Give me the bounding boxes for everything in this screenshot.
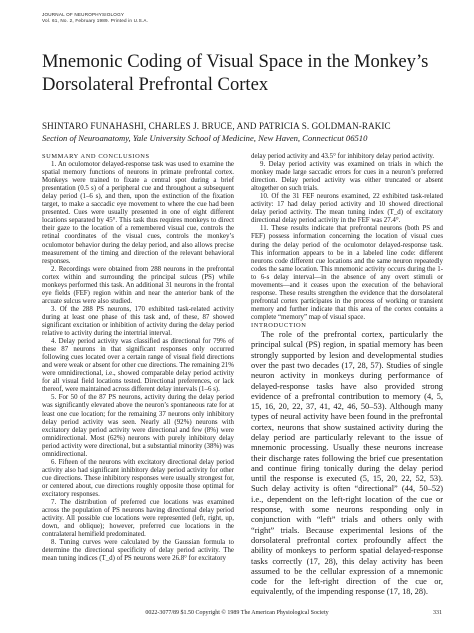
journal-header: [42, 12, 148, 23]
summary-paragraph: 9. Delay period activity was examined on trials in which the monkey made large saccadic errors for cues in a neuron’s preferred direction. Delay period activity was either truncated or absent altogether on such trials.: [251, 161, 443, 193]
article-affiliation: Section of Neuroanatomy, Yale University School of Medicine, New Haven, Connecticut 06510: [42, 133, 368, 143]
left-column: [42, 153, 234, 563]
summary-paragraph: 8. Tuning curves were calculated by the Gaussian formula to determine the directional specificity of delay period activity. The mean tuning indices (T_d) of PS neurons were 26.8° for excitatory: [42, 539, 234, 563]
summary-paragraph: 11. These results indicate that prefrontal neurons (both PS and FEF) possess information concerning the location of visual cues during the delay period of the oculomotor delayed-response task. This information appears to be in a labeled line code: different neurons code different cue locations and the same neuron repeatedly codes the same location. This mnemonic activity occurs during the 1- to 6-s delay interval—in the absence of any overt stimuli or movements—and it ceases upon the execution of the behavioral response. These results strengthen the evidence that the dorsolateral prefrontal cortex participates in the process of working or transient memory and further indicate that this area of the cortex contains a complete “memory” map of visual space.: [251, 225, 443, 321]
summary-heading: SUMMARY AND CONCLUSIONS: [42, 153, 150, 160]
summary-paragraph: 4. Delay period activity was classified as directional for 79% of these 87 neurons in that significant responses only occurred following cues located over a certain range of visual field directions and were weak or absent for other cue directions. The remaining 21% were omnidirectional, i.e., showed comparable delay period activity for all visual field locations tested. Directional preferences, or lack thereof, were maintained across different delay intervals (1–6 s).: [42, 338, 234, 394]
summary-paragraph: 10. Of the 31 FEF neurons examined, 22 exhibited task-related activity: 17 had delay period activity and 10 showed directional delay period activity. The mean tuning index (T_d) of excitatory directional delay period activity in the FEF was 27.4°.: [251, 193, 443, 225]
journal-name: JOURNAL OF NEUROPHYSIOLOGY: [42, 12, 125, 17]
summary-paragraph-continued: delay period activity and 43.5° for inhibitory delay period activity.: [251, 153, 435, 160]
summary-paragraph: 2. Recordings were obtained from 288 neurons in the prefrontal cortex within and surrounding the principal sulcus (PS) while monkeys performed this task. An additional 31 neurons in the frontal eye fields (FEF) region within and near the anterior bank of the arcuate sulcus were also studied.: [42, 265, 234, 305]
right-column: [251, 153, 443, 598]
summary-paragraph: 7. The distribution of preferred cue locations was examined across the population of PS neurons having directional delay period activity. All possible cue locations were represented (left, right, up, down, and oblique); however, preferred cue locations in the contralateral hemifield predominated.: [42, 499, 234, 539]
summary-paragraph: 5. For 50 of the 87 PS neurons, activity during the delay period was significantly elevated above the neuron’s spontaneous rate for at least one cue location; for the remaining 37 neurons only inhibitory delay period activity was seen. Nearly all (92%) neurons with excitatory delay period activity were directional and few (8%) were omnidirectional. Most (62%) neurons with purely inhibitory delay period activity were directional, but a substantial minority (38%) was omnidirectional.: [42, 394, 234, 458]
journal-volume: Vol. 61, No. 2, February 1989. Printed in U.S.A.: [42, 17, 149, 23]
page-number: 331: [433, 610, 442, 616]
introduction-paragraph: The role of the prefrontal cortex, particularly the principal sulcal (PS) region, in spatial memory has been strongly supported by lesion and developmental studies over the past two decades (17, 28, 57). Studies of single neuron activity in monkeys during performance of delayed-response tasks have also provided strong evidence of a prefrontal contribution to memory (4, 5, 15, 16, 20, 22, 37, 41, 42, 46, 50–53). Although many types of neural activity have been found in the prefrontal cortex, neurons that show sustained activity during the delay period are particularly relevant to the issue of mnemonic processing. Usually these neurons increase their discharge rates following the brief cue presentation and continue firing tonically during the delay period until the response is executed (5, 15, 20, 22, 52, 53). Such delay activity is often “directional” (44, 50–52) i.e., dependent on the left-right location of the cue or response, with some neurons responding only in conjunction with “left” trials and others only with “right” trials. Because experimental lesions of the dorsolateral prefrontal cortex profoundly affect the ability of monkeys to perform spatial delayed-response tasks correctly (17, 28), this delay activity has been assumed to be the cellular expression of a mnemonic code for the left-right direction of the cue or, equivalently, of the impending response (17, 18, 28).: [251, 330, 443, 597]
article-title: Mnemonic Coding of Visual Space in the Monkey’s Dorsolateral Prefrontal Cortex: [42, 51, 429, 95]
summary-paragraph: 1. An oculomotor delayed-response task was used to examine the spatial memory functions of neurons in primate prefrontal cortex. Monkeys were trained to fixate a central spot during a brief presentation (0.5 s) of a peripheral cue and throughout a subsequent delay period (1–6 s), and then, upon the extinction of the fixation target, to make a saccadic eye movement to where the cue had been presented. Cues were usually presented in one of eight different locations separated by 45°. This task thus requires monkeys to direct their gaze to the location of a remembered visual cue, controls the retinal coordinates of the visual cues, controls the monkey’s oculomotor behavior during the delay period, and also allows precise measurement of the timing and direction of the relevant behavioral responses.: [42, 161, 234, 265]
article-authors: SHINTARO FUNAHASHI, CHARLES J. BRUCE, AND PATRICIA S. GOLDMAN-RAKIC: [42, 121, 391, 131]
introduction-heading: INTRODUCTION: [251, 321, 307, 329]
summary-paragraph: 3. Of the 288 PS neurons, 170 exhibited task-related activity during at least one phase of this task and, of these, 87 showed significant excitation or inhibition of activity during the delay period relative to activity during the intertrial interval.: [42, 305, 234, 338]
introduction-body: [251, 330, 443, 598]
copyright-line: 0022-3077/89 $1.50 Copyright © 1989 The American Physiological Society: [145, 610, 329, 616]
summary-paragraph: 6. Fifteen of the neurons with excitatory directional delay period activity also had significant inhibitory delay period activity for other cue directions. These inhibitory responses were usually strongest for, or centered about, cue directions roughly opposite those optimal for excitatory responses.: [42, 458, 234, 498]
